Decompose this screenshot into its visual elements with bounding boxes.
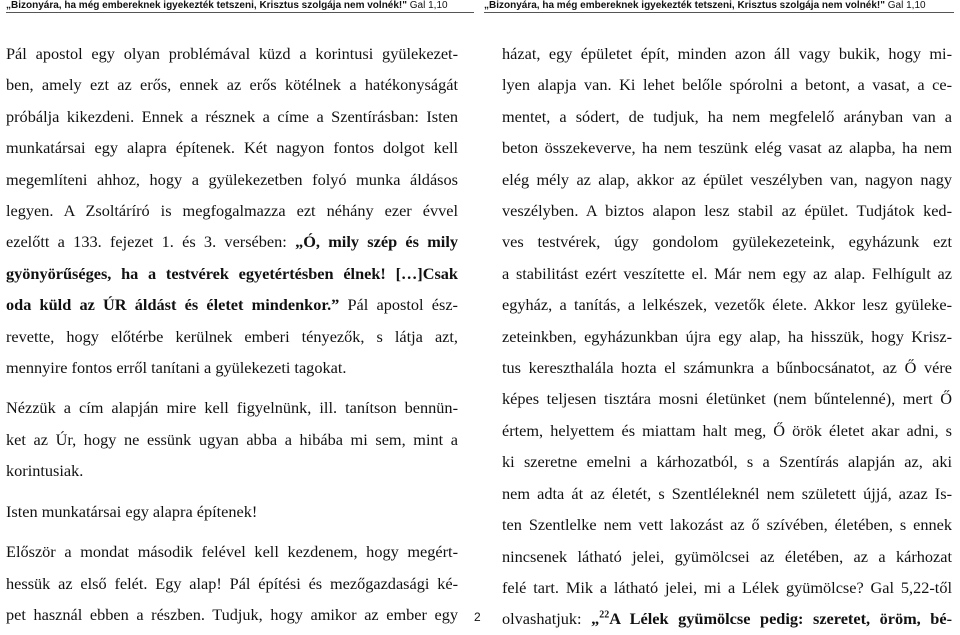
text-run: Pál apostol ész- [339, 295, 458, 315]
text-line: legyen. A Zsoltáríró is megfogalmazza ezt néhány ezer évvel [6, 201, 458, 221]
text-line: munkatársai egy alapra építenek. Két nagyon fontos dolgot kell [6, 138, 458, 158]
text-line [502, 603, 952, 634]
header-title: „Bizonyára, ha még embereknek igyekezték tetszeni, Krisztus szolgája nem volnék!" [6, 0, 407, 11]
right-column [502, 38, 952, 635]
paragraph [502, 38, 952, 635]
text-line: ket az Úr, hogy ne essünk ugyan abba a hibába mi sem, mint a [6, 429, 458, 449]
text-line: értem, helyettem és miattam halt meg, Ő örök életet akar adni, s [502, 420, 952, 440]
text-line: képes teljesen tisztára mosni életünket (nem bűntelenné), mert Ő [502, 389, 952, 409]
page-number: 2 [474, 610, 481, 624]
text-line: házat, egy épületet épít, minden azon áll vagy bukik, hogy mi- [502, 44, 952, 63]
bible-quote-line: gyönyörűséges, ha a testvérek egyetértésben élnek! […]Csak [6, 263, 458, 283]
text-line: felé tart. Mik a látható jelei, mi a Lélek gyümölcse? Gal 5,22-től [502, 577, 952, 597]
bible-quote: A Lélek gyümölcse pedig: szeretet, öröm, bé- [609, 609, 952, 629]
text-line [6, 289, 458, 320]
section-heading [6, 496, 458, 527]
text-line: ten Szentlelke nem vett lakozást az ő szívében, életében, s ennek [502, 515, 952, 535]
text-line: zeteinkben, egyházunkban újra egy alap, ha hisszük, hogy Krisz- [502, 326, 952, 346]
text-line: Pál apostol egy olyan problémával küzd a korintusi gyülekezet- [6, 44, 458, 63]
text-line: veszélyben. A biztos alapon lesz stabil az épület. Tudjátok ked- [502, 201, 952, 221]
text-line: a stabilitást ezért veszítette el. Már nem egy az alap. Felhígult az [502, 263, 952, 283]
bible-quote: oda küld az ÚR áldást és életet mindenkor.” [6, 295, 340, 315]
text-line: mentet, a sódert, de tudjuk, ha nem megfelelő arányban van a [502, 106, 952, 126]
running-header-left [6, 0, 474, 13]
text-line: Először a mondat második felével kell kezdenem, hogy megért- [6, 542, 458, 562]
text-line: pet használ ebben a részben. Tudjuk, hogy amikor az ember egy [6, 604, 458, 624]
paragraph [6, 536, 458, 630]
paragraph [6, 38, 458, 383]
text-line: nem adta át az életét, s Szentléleknél nem született újjá, azaz Is- [502, 483, 952, 503]
quote-mark: „ [591, 609, 600, 629]
header-title: „Bizonyára, ha még embereknek igyekezték tetszeni, Krisztus szolgája nem volnék!" [484, 0, 885, 11]
text-line: mennyire fontos erről tanítani a gyülekezeti tagokat. [6, 358, 347, 378]
text-line: revette, hogy előtérbe kerülnek emberi tényezők, s látja azt, [6, 326, 458, 346]
text-line: elég mély az alap, akkor az épület veszélyben van, nagyon nagy [502, 169, 952, 189]
bible-quote: „Ó, mily szép és mily [286, 232, 458, 252]
text-line: ben, amely ezt az erős, ennek az erős kötélnek a hatékonyságát [6, 75, 458, 95]
text-run: olvashatjuk: [502, 609, 592, 629]
text-line: beton összekeverve, ha nem teszünk elég vasat az alapba, ha nem [502, 138, 952, 158]
text-line: lyen alapja van. Ki lehet belőle spórolni a betont, a vasat, a ce- [502, 75, 952, 95]
text-line: egyház, a tanítás, a lelkészek, vezetők élete. Akkor lesz gyüleke- [502, 295, 952, 315]
header-reference: Gal 1,10 [887, 0, 926, 11]
text-line: tus kereszthalála hozta el számunkra a bűnbocsánatot, az Ő vére [502, 358, 952, 378]
text-line: ves testvérek, úgy gondolom gyülekezeteink, egyházunk ezt [502, 232, 952, 252]
text-line: nincsenek látható jelei, gyümölcsei az életében, az a kárhozat [502, 546, 952, 566]
text-line [6, 226, 458, 257]
text-line: Isten munkatársai egy alapra építenek! [6, 501, 258, 521]
text-line: hessük az első felét. Egy alap! Pál építési és mezőgazdasági ké- [6, 573, 458, 593]
text-line: Nézzük a cím alapján mire kell figyelnünk, ill. tanítson bennün- [6, 398, 458, 418]
verse-number: 22 [599, 609, 610, 621]
text-line: korintusiak. [6, 461, 84, 481]
paragraph [6, 392, 458, 486]
left-column [6, 38, 458, 630]
running-header-right [484, 0, 954, 13]
text-line: ki szeretne emelni a kárhozatból, s a Szentírás alapján az, aki [502, 452, 952, 472]
header-reference: Gal 1,10 [409, 0, 448, 11]
text-line: megemlíteni ahhoz, hogy a gyülekezetben folyó munka áldásos [6, 169, 458, 189]
text-run: ezelőtt a 133. fejezet 1. és 3. versében: [6, 232, 287, 252]
text-line: próbálja kikezdeni. Ennek a résznek a címe a Szentírásban: Isten [6, 106, 458, 126]
